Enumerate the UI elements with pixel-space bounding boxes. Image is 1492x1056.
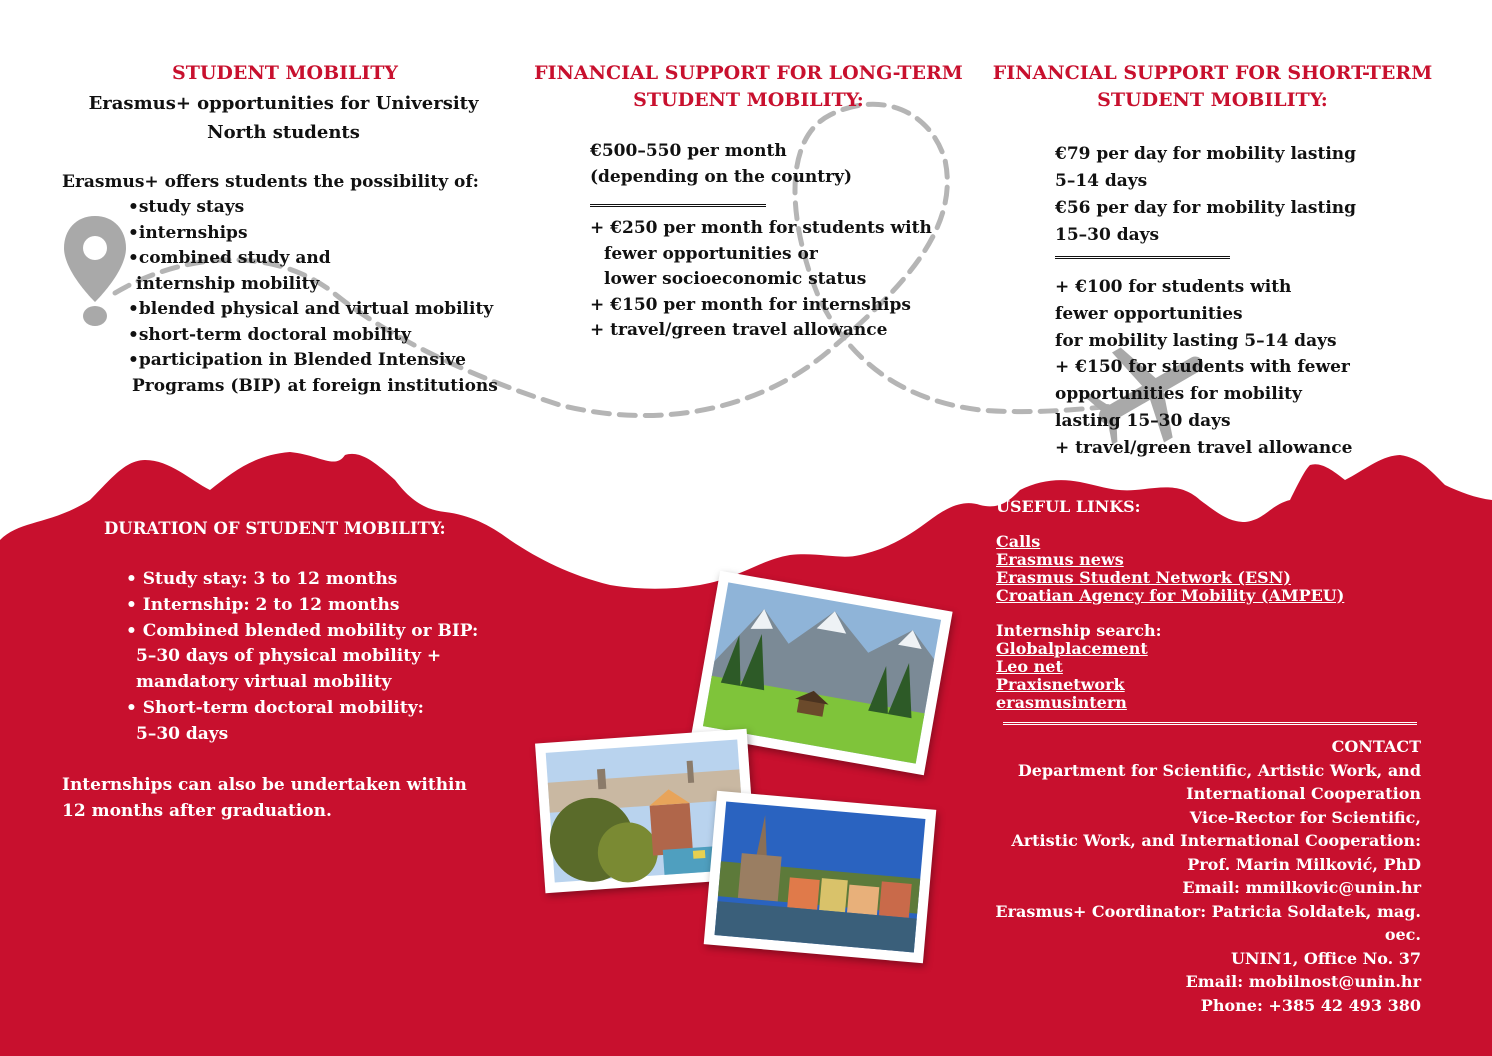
list-item: •participation in Blended Intensive — [128, 350, 466, 370]
list-item: • Study stay: 3 to 12 months — [126, 569, 398, 589]
opportunity-list — [128, 195, 528, 399]
link-leo-net[interactable]: Leo net — [996, 657, 1063, 676]
short-term-base-line: 15–30 days — [1055, 225, 1160, 245]
useful-links-title: USEFUL LINKS: — [996, 497, 1141, 516]
extra-line: lasting 15–30 days — [1055, 410, 1231, 431]
link-esn[interactable]: Erasmus Student Network (ESN) — [996, 568, 1291, 587]
contact-title: CONTACT — [1331, 737, 1421, 756]
contact-email[interactable]: Email: mmilkovic@unin.hr — [1182, 878, 1421, 897]
short-term-title: FINANCIAL SUPPORT FOR SHORT-TERM STUDENT MOBILITY: — [992, 62, 1433, 111]
list-item: 5–30 days of physical mobility + — [136, 646, 442, 667]
extra-line: + €150 per month for internships — [590, 294, 911, 315]
list-item: •combined study and — [128, 248, 331, 268]
link-calls[interactable]: Calls — [996, 532, 1041, 551]
extra-line: + travel/green travel allowance — [1055, 437, 1353, 458]
long-term-title: FINANCIAL SUPPORT FOR LONG-TERM STUDENT MOBILITY: — [534, 62, 963, 111]
contact-block — [970, 735, 1421, 1017]
short-term-extras — [1055, 274, 1385, 462]
duration-list — [126, 567, 486, 748]
internship-search-label: Internship search: — [996, 621, 1162, 640]
link-praxisnetwork[interactable]: Praxisnetwork — [996, 675, 1125, 694]
divider — [1003, 722, 1417, 725]
long-term-base-line: (depending on the country) — [590, 166, 853, 187]
list-item: • Combined blended mobility or BIP: — [126, 620, 479, 641]
extra-line: + €100 for students with — [1055, 277, 1292, 297]
short-term-base — [1055, 141, 1385, 249]
student-mobility-subtitle: Erasmus+ opportunities for University North students — [88, 93, 479, 143]
contact-line: Vice-Rector for Scientific, — [1189, 807, 1421, 827]
lyon-riverside-photo — [704, 791, 937, 964]
internship-note — [62, 773, 482, 824]
list-item: internship mobility — [136, 273, 320, 294]
note-line: 12 months after graduation. — [62, 800, 332, 821]
extra-line: + €250 per month for students with — [590, 218, 932, 238]
link-globalplacement[interactable]: Globalplacement — [996, 639, 1148, 658]
divider — [590, 204, 766, 207]
location-pin-icon — [60, 214, 130, 329]
list-item: mandatory virtual mobility — [136, 672, 392, 693]
long-term-base — [590, 139, 930, 190]
extra-line: + travel/green travel allowance — [590, 320, 888, 340]
extra-line: fewer opportunities or — [604, 243, 818, 264]
extra-line: opportunities for mobility — [1055, 384, 1302, 405]
divider — [1055, 256, 1230, 259]
duration-title: DURATION OF STUDENT MOBILITY: — [104, 519, 446, 538]
intro-text: Erasmus+ offers students the possibility of: — [62, 172, 479, 192]
list-item: • Internship: 2 to 12 months — [126, 594, 400, 615]
contact-line: Erasmus+ Coordinator: Patricia Soldatek, mag. oec. — [995, 901, 1421, 944]
list-item: •study stays — [128, 197, 245, 217]
long-term-base-line: €500–550 per month — [590, 141, 787, 161]
list-item: •internships — [128, 222, 248, 243]
extra-line: + €150 for students with fewer — [1055, 357, 1350, 378]
short-term-base-line: €79 per day for mobility lasting — [1055, 144, 1357, 164]
extra-line: for mobility lasting 5–14 days — [1055, 330, 1337, 351]
link-erasmus-news[interactable]: Erasmus news — [996, 550, 1124, 569]
contact-line: Department for Scientific, Artistic Work, and — [1017, 760, 1421, 780]
student-mobility-title: STUDENT MOBILITY — [172, 62, 398, 84]
list-item: •short-term doctoral mobility — [128, 324, 411, 345]
extra-line: lower socioeconomic status — [604, 269, 867, 289]
contact-email[interactable]: Email: mobilnost@unin.hr — [1185, 972, 1421, 991]
note-line: Internships can also be undertaken within — [62, 775, 467, 795]
internship-links-list — [996, 640, 1296, 712]
link-ampeu[interactable]: Croatian Agency for Mobility (AMPEU) — [996, 586, 1345, 605]
contact-phone: Phone: +385 42 493 380 — [1200, 995, 1421, 1015]
useful-links-list — [996, 533, 1396, 605]
long-term-extras — [590, 216, 950, 344]
contact-line: UNIN1, Office No. 37 — [1230, 948, 1421, 968]
link-erasmusintern[interactable]: erasmusintern — [996, 693, 1127, 712]
contact-line: International Cooperation — [1186, 784, 1421, 803]
extra-line: fewer opportunities — [1055, 303, 1243, 324]
list-item: •blended physical and virtual mobility — [128, 299, 494, 319]
short-term-base-line: 5–14 days — [1055, 171, 1148, 191]
short-term-base-line: €56 per day for mobility lasting — [1055, 198, 1357, 218]
list-item: 5–30 days — [136, 723, 229, 744]
contact-line: Artistic Work, and International Cooperation: — [1011, 831, 1421, 850]
contact-line: Prof. Marin Milković, PhD — [1187, 854, 1421, 874]
list-item: • Short-term doctoral mobility: — [126, 697, 424, 718]
list-item: Programs (BIP) at foreign institutions — [132, 375, 498, 396]
